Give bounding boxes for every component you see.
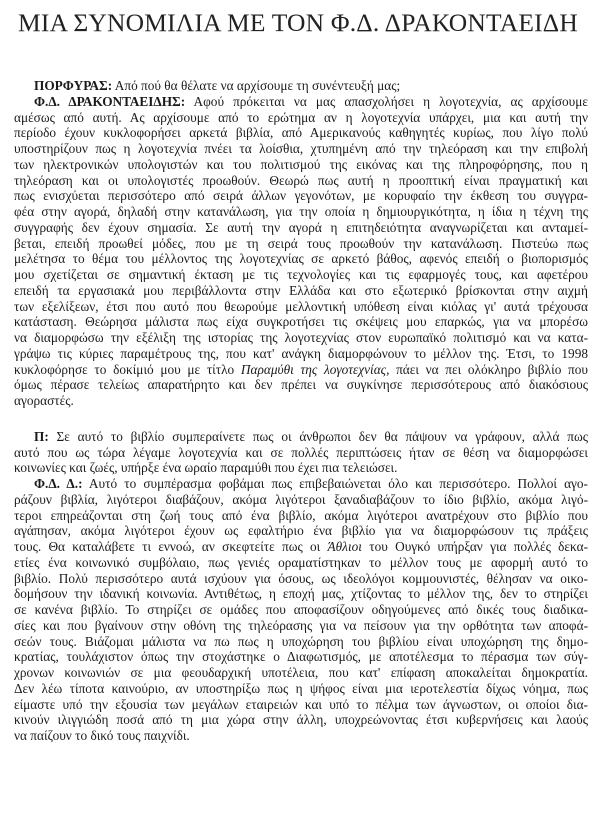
text-line: αγοραστές. [14, 393, 74, 408]
interview-body [14, 78, 588, 744]
speaker-label: Π: [34, 428, 49, 444]
text-line: γράψω τις κύριες παραμέτρους της, που κατ' ανάγκη διαμορφώνουν το μέλλον της. Έτσι, το 1998 [14, 345, 588, 361]
text-line: ετίες ένα κοινωνικό συμβόλαιο, πως γενιές οραματίστηκαν το μέλλον τους με αφορμή αυτό το [14, 554, 588, 570]
text-line: Π: Σε αυτό το βιβλίο συμπεραίνετε πως οι άνθρωποι δεν θα πάψουν να γράφουν, αλλά πως [34, 428, 588, 444]
text-line: σεών τους. Βιάζομαι μάλιστα να πω πως η υποχώρηση του βιβλίου είναι υποχώρηση της δημο- [14, 633, 588, 649]
text-line: των ηλεκτρονικών υπολογιστών και του πολιτισμού της εικόνας και της πληροφόρησης, που η [14, 156, 588, 172]
italic-title: Άθλιοι [327, 539, 362, 554]
text-line: ράζουν βιβλία, λιγότεροι διαβάζουν, ακόμα λιγότεροι ξαναδιαβάζουν το ίδιο βιβλίο, ακόμα λιγό- [14, 491, 588, 507]
text-line: μου σχετίζεται σε σημαντική έκταση με τις τεχνολογίες και τις εφαρμογές τους, και αφετέρου [14, 267, 588, 282]
text-line: των εξελίξεων, έτσι που αυτό που θεωρούμε μελλοντική υπόθεση είναι κιόλας γι' αυτά τρέχουσα [14, 298, 588, 314]
text-line: χρονων κοινωνιών σε μια φεουδαρχική υποτέλεια, που κατ' επίφαση αποκαλείται δημοκρατία. [14, 665, 588, 680]
article-title: ΜΙΑ ΣΥΝΟΜΙΛΙΑ ΜΕ ΤΟΝ Φ.Δ. ΔΡΑΚΟΝΤΑΕΙΔΗ [18, 8, 579, 37]
text-line: τους. Θα καταλάβετε τι εννοώ, αν σκεφτείτε πως οι Άθλιοι του Ουγκό υπήρξαν για πολλές δεκα- [14, 539, 588, 554]
text-line: Φ.Δ. ΔΡΑΚΟΝΤΑΕΙΔΗΣ: Αφού πρόκειται να μας απασχολήσει η λογοτεχνία, ας αρχίσουμε [34, 93, 588, 109]
text-line: όμως πέρασε τελείως απαρατήρητο και δεν πρέπει να συγκίνησε περισσότερους από διακόσιους [14, 377, 588, 393]
text-line: κυκλοφόρησε το δοκίμιό μου με τίτλο Παραμύθι της λογοτεχνίας, πάει να πει ολόκληρο βιβλίο που [14, 361, 588, 377]
text-line: είμαστε υπό την εξουσία των μεγάλων εταιρειών και υπό το πέλμα των άγνωστων, οι οποίοι δια- [14, 696, 588, 712]
text-line: κινούν ιλιγγιώδη ποσά από τη μια χώρα στην άλλη, υποχρεώνοντας έτσι κυβερνήσεις και λαούς [14, 712, 588, 728]
text-line: σε κανένα βιβλίο. Το στηρίζει σε ομάδες που αποφασίζουν οδηγούμενες από δικές τους διαδικα- [14, 602, 588, 617]
speaker-label: Φ.Δ. Δ.: [34, 476, 83, 491]
text-line: μελέτησα το θέμα του μέλλοντος της λογοτεχνίας σε αρκετό βάθος, αφενός επειδή ο βιοπορισμός [14, 251, 588, 267]
text-line: φέα στην αγορά, δηλαδή στην κατανάλωση, για την οποία η δημιουργικότητα, η ίδια η τέχνη της [14, 204, 588, 219]
text-line: βιβλίο. Πολύ περισσότερο αυτά ισχύουν για όσους, ως ιδεολόγοι κομμουνιστές, θέλησαν να οικο- [14, 570, 588, 586]
speaker-label: ΠΟΡΦΥΡΑΣ: [34, 78, 113, 93]
text-line: σίες και που βγαίνουν στην οθόνη της τηλεόρασης για να πείσουν για την ορθότητα των αποφά- [14, 617, 588, 633]
text-line: κρατίας, τουλάχιστον όπως την στοχάστηκε ο Διαφωτισμός, με αποτέλεσμα το πέρασμα των σύγ- [14, 649, 588, 665]
paragraph-gap [14, 409, 588, 429]
text-line: αμέσως από αυτή. Ας αρχίσουμε από το ερώτημα αν η λογοτεχνία υπάρχει, μια και αυτή την [14, 109, 588, 125]
text-line: να διαμορφώσω την εξέλιξη της ιστορίας της λογοτεχνίας στον ευρωπαϊκό πολιτισμό και να κατα- [14, 330, 588, 345]
paragraph-porfyras-question [14, 78, 588, 94]
text-line: τηλεόραση και οι υπολογιστές προωθούν. Θεωρώ πως αυτή η προοπτική είναι πραγματική και [14, 172, 588, 188]
text-line: ΠΟΡΦΥΡΑΣ: Από πού θα θέλατε να αρχίσουμε τη συνέντευξή μας; [34, 78, 401, 93]
text-line: κοινωνίες και ζωές, υπήρξε ένα ωραίο παραμύθι που έχει πια τελειώσει. [14, 460, 398, 476]
text-line: υποστηρίζουν πως η λογοτεχνία πνέει τα λοίσθια, χτυπημένη από την τηλεόραση και την επιβολή [14, 141, 588, 156]
paragraph-fd-answer-2 [14, 476, 588, 744]
text-line: τεροι επηρεάζονται στη ζωή τους από ένα βιβλίο, ακόμα λιγότεροι ανατρέχουν στο βιβλίο που [14, 507, 588, 523]
text-line: Φ.Δ. Δ.: Αυτό το συμπέρασμα φοβάμαι πως επιβεβαιώνεται όλο και περισσότερο. Πολλοί αγο- [34, 476, 588, 491]
text-line: πως ενισχύεται περισσότερο από σειρά άλλων γεγονότων, με κορυφαίο την έκθεση του συγγρα- [14, 188, 588, 204]
paragraph-p-question [14, 429, 588, 476]
text-line: κατάσταση. Θεώρησα μάλιστα πως είχα συγκροτήσει τις σκέψεις μου επαρκώς, για να μπορέσω [14, 314, 588, 330]
text-line: δομήσουν την ιδανική κοινωνία. Αντιθέτως, η εποχή μας, χτίζοντας το μέλλον της, δεν το στηρίζει [14, 586, 588, 602]
text-line: επειδή τα εργασιακά μου περιβάλλοντα στην Ελλάδα και στο εξωτερικό βρίσκονται στην αιχμή [14, 282, 588, 298]
paragraph-drakontaeidis-answer-1 [14, 94, 588, 409]
text-line: περίοδο έχουν κυκλοφορήσει αρκετά βιβλία, από Αμερικανούς καθηγητές κυρίως, που λίγο πολύ [14, 125, 588, 141]
speaker-label: Φ.Δ. ΔΡΑΚΟΝΤΑΕΙΔΗΣ: [34, 93, 186, 109]
text-line: βεται, επειδή προωθεί μόδες, που με τη σειρά τους προωθούν την κατανάλωση. Πιστεύω πως [14, 235, 588, 251]
italic-title: Παραμύθι της λογοτεχνίας [240, 361, 387, 377]
text-line: συγγραφής δεν έχουν σημασία. Σε αυτή την αγορά η επιτηδειότητα αναγνωρίζεται και ανταμεί- [14, 219, 588, 235]
text-line: Δεν λέω τίποτα καινούριο, αν υποστηρίξω πως η ψήφος είναι μια ιεροτελεστία δίχως νόημα, πως [14, 680, 588, 696]
text-line: αγάπησαν, ακόμα λιγότεροι έχουν ως εφαλτήριο ένα βιβλίο για να διαμορφώσουν τις πράξεις [14, 523, 588, 539]
text-line: να παίζουν το δικό τους παιχνίδι. [14, 728, 190, 743]
text-line: αυτό που ως τώρα λέγαμε λογοτεχνία και σε πολλές περιπτώσεις ήταν σε θέση να διαμορφώσει [14, 444, 588, 460]
